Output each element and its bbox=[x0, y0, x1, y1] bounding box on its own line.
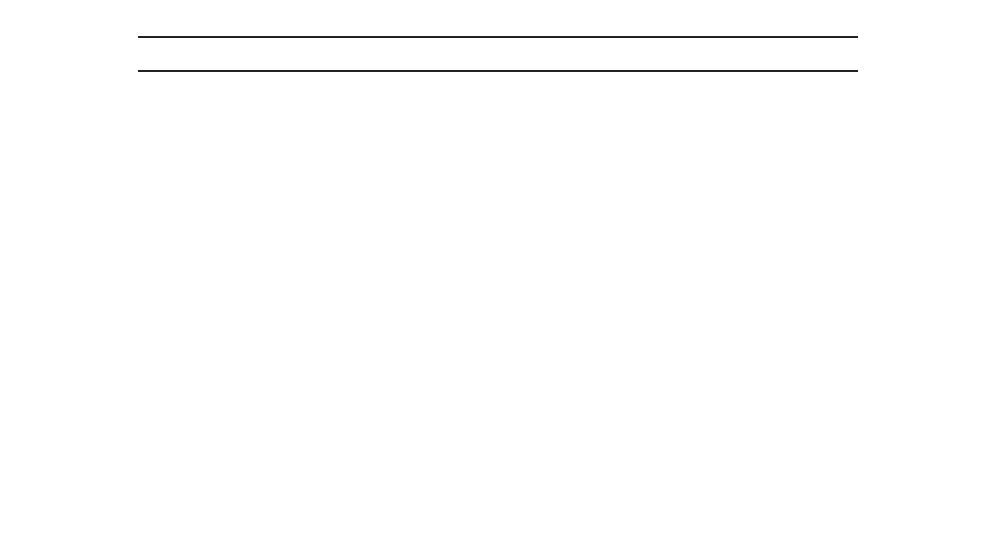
putter-images-row bbox=[138, 88, 858, 248]
model-header-row bbox=[138, 36, 858, 72]
